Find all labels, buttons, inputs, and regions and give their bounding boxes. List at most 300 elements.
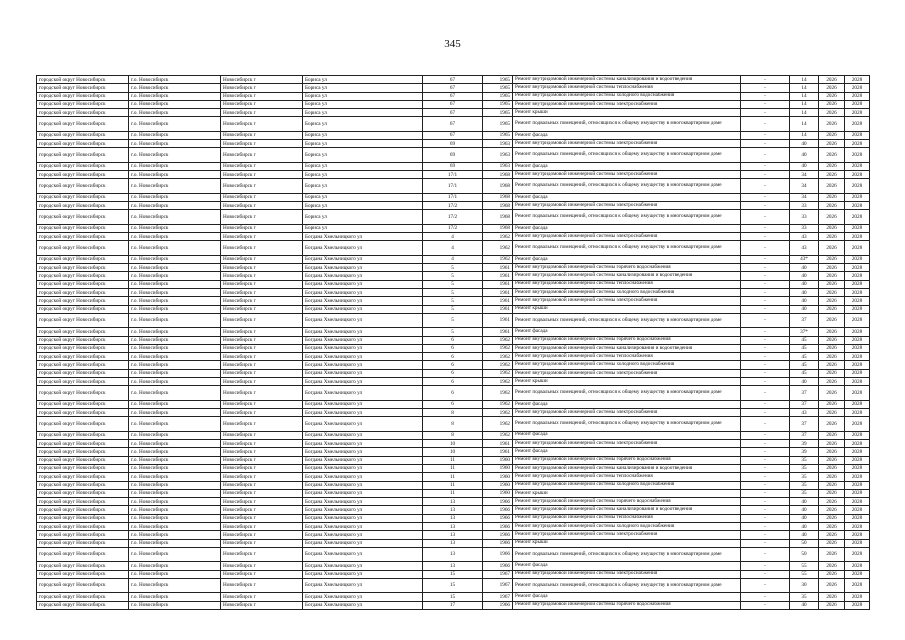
district-cell: г.о. Новосибирск — [129, 84, 221, 92]
district-cell: г.о. Новосибирск — [129, 409, 221, 417]
street-cell: Богдана Хмельницкого ул — [303, 448, 423, 456]
dash-cell: - — [741, 280, 790, 288]
value-cell: 35 — [790, 473, 819, 481]
house-number-cell: 6 — [423, 369, 483, 377]
work-type-cell: Ремонт крыши — [513, 109, 741, 117]
work-type-cell: Ремонт внутридомовой инженерной системы электроснабжения — [513, 233, 741, 241]
district-cell: г.о. Новосибирск — [129, 328, 221, 336]
year-start-cell: 2026 — [819, 369, 845, 377]
municipality-cell: городской округ Новосибирск — [37, 547, 129, 561]
house-number-cell: 11 — [423, 456, 483, 464]
dash-cell: - — [741, 171, 790, 179]
street-cell: Богдана Хмельницкого ул — [303, 328, 423, 336]
dash-cell: - — [741, 570, 790, 578]
work-type-cell: Ремонт подвальных помещений, относящихся к общему имуществу в многоквартирном доме — [513, 179, 741, 193]
value-cell: 45 — [790, 344, 819, 352]
year-end-cell: 2028 — [845, 224, 870, 232]
city-cell: Новосибирск г — [221, 547, 303, 561]
table-row — [37, 369, 870, 377]
work-type-cell: Ремонт внутридомовой инженерной системы электроснабжения — [513, 409, 741, 417]
table-row — [37, 233, 870, 241]
work-type-cell: Ремонт фасада — [513, 162, 741, 170]
dash-cell: - — [741, 344, 790, 352]
work-type-cell: Ремонт внутридомовой инженерной системы электроснабжения — [513, 369, 741, 377]
build-year-cell: 1965 — [483, 92, 513, 100]
street-cell: Бориса ул — [303, 171, 423, 179]
year-end-cell: 2028 — [845, 272, 870, 280]
dash-cell: - — [741, 440, 790, 448]
house-number-cell: 67 — [423, 109, 483, 117]
year-end-cell: 2028 — [845, 255, 870, 263]
district-cell: г.о. Новосибирск — [129, 431, 221, 439]
district-cell: г.о. Новосибирск — [129, 131, 221, 139]
table-row — [37, 378, 870, 386]
year-start-cell: 2026 — [819, 570, 845, 578]
house-number-cell: 17/1 — [423, 193, 483, 201]
build-year-cell: 1960 — [483, 489, 513, 497]
municipality-cell: городской округ Новосибирск — [37, 328, 129, 336]
dash-cell: - — [741, 456, 790, 464]
value-cell: 37 — [790, 386, 819, 400]
municipality-cell: городской округ Новосибирск — [37, 417, 129, 431]
street-cell: Бориса ул — [303, 92, 423, 100]
table-row — [37, 464, 870, 472]
value-cell: 14 — [790, 100, 819, 108]
work-type-cell: Ремонт фасада — [513, 431, 741, 439]
table-row — [37, 193, 870, 201]
municipality-cell: городской округ Новосибирск — [37, 409, 129, 417]
district-cell: г.о. Новосибирск — [129, 417, 221, 431]
value-cell: 33 — [790, 202, 819, 210]
dash-cell: - — [741, 409, 790, 417]
city-cell: Новосибирск г — [221, 440, 303, 448]
work-type-cell: Ремонт крыши — [513, 539, 741, 547]
table-row — [37, 280, 870, 288]
dash-cell: - — [741, 117, 790, 131]
street-cell: Богдана Хмельницкого ул — [303, 601, 423, 609]
street-cell: Богдана Хмельницкого ул — [303, 369, 423, 377]
work-type-cell: Ремонт подвальных помещений, относящихся к общему имуществу в многоквартирном доме — [513, 417, 741, 431]
table-row — [37, 272, 870, 280]
table-row — [37, 539, 870, 547]
house-number-cell: 11 — [423, 473, 483, 481]
street-cell: Богдана Хмельницкого ул — [303, 289, 423, 297]
city-cell: Новосибирск г — [221, 179, 303, 193]
work-type-cell: Ремонт внутридомовой инженерной системы электроснабжения — [513, 531, 741, 539]
house-number-cell: 69 — [423, 162, 483, 170]
city-cell: Новосибирск г — [221, 498, 303, 506]
district-cell: г.о. Новосибирск — [129, 440, 221, 448]
city-cell: Новосибирск г — [221, 570, 303, 578]
house-number-cell: 13 — [423, 506, 483, 514]
municipality-cell: городской округ Новосибирск — [37, 456, 129, 464]
table-row — [37, 601, 870, 609]
value-cell: 37 — [790, 431, 819, 439]
municipality-cell: городской округ Новосибирск — [37, 202, 129, 210]
municipality-cell: городской округ Новосибирск — [37, 514, 129, 522]
municipality-cell: городской округ Новосибирск — [37, 336, 129, 344]
year-end-cell: 2028 — [845, 179, 870, 193]
year-end-cell: 2028 — [845, 386, 870, 400]
year-start-cell: 2026 — [819, 431, 845, 439]
district-cell: г.о. Новосибирск — [129, 171, 221, 179]
build-year-cell: 1967 — [483, 578, 513, 592]
dash-cell: - — [741, 448, 790, 456]
city-cell: Новосибирск г — [221, 578, 303, 592]
house-number-cell: 17/2 — [423, 210, 483, 224]
table-row — [37, 361, 870, 369]
year-end-cell: 2028 — [845, 210, 870, 224]
house-number-cell: 8 — [423, 417, 483, 431]
city-cell: Новосибирск г — [221, 353, 303, 361]
municipality-cell: городской округ Новосибирск — [37, 378, 129, 386]
table-row — [37, 140, 870, 148]
dash-cell: - — [741, 179, 790, 193]
city-cell: Новосибирск г — [221, 210, 303, 224]
value-cell: 33 — [790, 210, 819, 224]
table-row — [37, 344, 870, 352]
table-row — [37, 547, 870, 561]
build-year-cell: 1961 — [483, 264, 513, 272]
dash-cell: - — [741, 272, 790, 280]
house-number-cell: 13 — [423, 523, 483, 531]
year-start-cell: 2026 — [819, 514, 845, 522]
year-end-cell: 2028 — [845, 280, 870, 288]
value-cell: 14 — [790, 117, 819, 131]
district-cell: г.о. Новосибирск — [129, 506, 221, 514]
house-number-cell: 6 — [423, 378, 483, 386]
build-year-cell: 1967 — [483, 570, 513, 578]
dash-cell: - — [741, 210, 790, 224]
build-year-cell: 1966 — [483, 562, 513, 570]
city-cell: Новосибирск г — [221, 539, 303, 547]
value-cell: 45 — [790, 353, 819, 361]
year-end-cell: 2028 — [845, 539, 870, 547]
build-year-cell: 1968 — [483, 193, 513, 201]
municipality-cell: городской округ Новосибирск — [37, 361, 129, 369]
district-cell: г.о. Новосибирск — [129, 400, 221, 408]
table-row — [37, 417, 870, 431]
city-cell: Новосибирск г — [221, 305, 303, 313]
street-cell: Богдана Хмельницкого ул — [303, 264, 423, 272]
year-end-cell: 2028 — [845, 523, 870, 531]
house-number-cell: 13 — [423, 531, 483, 539]
work-type-cell: Ремонт подвальных помещений, относящихся к общему имуществу в многоквартирном доме — [513, 117, 741, 131]
municipality-cell: городской округ Новосибирск — [37, 272, 129, 280]
build-year-cell: 1960 — [483, 464, 513, 472]
street-cell: Богдана Хмельницкого ул — [303, 241, 423, 255]
city-cell: Новосибирск г — [221, 464, 303, 472]
year-start-cell: 2026 — [819, 523, 845, 531]
table-row — [37, 241, 870, 255]
city-cell: Новосибирск г — [221, 148, 303, 162]
dash-cell: - — [741, 562, 790, 570]
year-end-cell: 2028 — [845, 117, 870, 131]
dash-cell: - — [741, 464, 790, 472]
table-row — [37, 109, 870, 117]
city-cell: Новосибирск г — [221, 601, 303, 609]
build-year-cell: 1962 — [483, 409, 513, 417]
value-cell: 14 — [790, 76, 819, 84]
city-cell: Новосибирск г — [221, 431, 303, 439]
value-cell: 40 — [790, 289, 819, 297]
city-cell: Новосибирск г — [221, 264, 303, 272]
work-type-cell: Ремонт подвальных помещений, относящихся к общему имуществу в многоквартирном доме — [513, 578, 741, 592]
year-start-cell: 2026 — [819, 148, 845, 162]
street-cell: Богдана Хмельницкого ул — [303, 305, 423, 313]
build-year-cell: 1962 — [483, 361, 513, 369]
value-cell: 43 — [790, 241, 819, 255]
table-row — [37, 202, 870, 210]
city-cell: Новосибирск г — [221, 109, 303, 117]
street-cell: Бориса ул — [303, 210, 423, 224]
value-cell: 34 — [790, 171, 819, 179]
city-cell: Новосибирск г — [221, 593, 303, 601]
build-year-cell: 1960 — [483, 473, 513, 481]
district-cell: г.о. Новосибирск — [129, 523, 221, 531]
build-year-cell: 1966 — [483, 601, 513, 609]
municipality-cell: городской округ Новосибирск — [37, 481, 129, 489]
municipality-cell: городской округ Новосибирск — [37, 131, 129, 139]
value-cell: 35 — [790, 489, 819, 497]
dash-cell: - — [741, 353, 790, 361]
house-number-cell: 13 — [423, 547, 483, 561]
district-cell: г.о. Новосибирск — [129, 489, 221, 497]
work-type-cell: Ремонт подвальных помещений, относящихся к общему имуществу в многоквартирном доме — [513, 386, 741, 400]
city-cell: Новосибирск г — [221, 378, 303, 386]
district-cell: г.о. Новосибирск — [129, 241, 221, 255]
year-end-cell: 2028 — [845, 162, 870, 170]
dash-cell: - — [741, 76, 790, 84]
year-end-cell: 2028 — [845, 578, 870, 592]
year-end-cell: 2028 — [845, 440, 870, 448]
work-type-cell: Ремонт внутридомовой инженерной системы теплоснабжения — [513, 473, 741, 481]
table-row — [37, 498, 870, 506]
year-end-cell: 2028 — [845, 148, 870, 162]
street-cell: Богдана Хмельницкого ул — [303, 489, 423, 497]
table-row — [37, 328, 870, 336]
dash-cell: - — [741, 336, 790, 344]
table-row — [37, 117, 870, 131]
build-year-cell: 1966 — [483, 514, 513, 522]
value-cell: 50 — [790, 547, 819, 561]
municipality-cell: городской округ Новосибирск — [37, 280, 129, 288]
year-start-cell: 2026 — [819, 297, 845, 305]
street-cell: Богдана Хмельницкого ул — [303, 353, 423, 361]
year-end-cell: 2028 — [845, 506, 870, 514]
house-number-cell: 67 — [423, 76, 483, 84]
value-cell: 30 — [790, 578, 819, 592]
year-end-cell: 2028 — [845, 570, 870, 578]
municipality-cell: городской округ Новосибирск — [37, 100, 129, 108]
table-row — [37, 131, 870, 139]
year-start-cell: 2026 — [819, 100, 845, 108]
year-end-cell: 2028 — [845, 140, 870, 148]
build-year-cell: 1961 — [483, 289, 513, 297]
build-year-cell: 1960 — [483, 481, 513, 489]
city-cell: Новосибирск г — [221, 523, 303, 531]
table-row — [37, 386, 870, 400]
house-number-cell: 13 — [423, 539, 483, 547]
year-start-cell: 2026 — [819, 140, 845, 148]
municipality-cell: городской округ Новосибирск — [37, 162, 129, 170]
build-year-cell: 1966 — [483, 506, 513, 514]
district-cell: г.о. Новосибирск — [129, 233, 221, 241]
work-type-cell: Ремонт фасада — [513, 255, 741, 263]
municipality-cell: городской округ Новосибирск — [37, 578, 129, 592]
municipality-cell: городской округ Новосибирск — [37, 241, 129, 255]
year-start-cell: 2026 — [819, 117, 845, 131]
dash-cell: - — [741, 578, 790, 592]
dash-cell: - — [741, 289, 790, 297]
house-number-cell: 67 — [423, 92, 483, 100]
table-row — [37, 531, 870, 539]
street-cell: Бориса ул — [303, 117, 423, 131]
year-end-cell: 2028 — [845, 241, 870, 255]
street-cell: Бориса ул — [303, 131, 423, 139]
city-cell: Новосибирск г — [221, 224, 303, 232]
work-type-cell: Ремонт фасада — [513, 400, 741, 408]
year-end-cell: 2028 — [845, 361, 870, 369]
dash-cell: - — [741, 84, 790, 92]
street-cell: Бориса ул — [303, 224, 423, 232]
year-start-cell: 2026 — [819, 233, 845, 241]
dash-cell: - — [741, 431, 790, 439]
street-cell: Богдана Хмельницкого ул — [303, 378, 423, 386]
district-cell: г.о. Новосибирск — [129, 514, 221, 522]
value-cell: 35 — [790, 464, 819, 472]
build-year-cell: 1961 — [483, 313, 513, 327]
work-type-cell: Ремонт фасада — [513, 593, 741, 601]
build-year-cell: 1961 — [483, 448, 513, 456]
dash-cell: - — [741, 506, 790, 514]
build-year-cell: 1965 — [483, 109, 513, 117]
value-cell: 40 — [790, 272, 819, 280]
year-end-cell: 2028 — [845, 289, 870, 297]
house-number-cell: 67 — [423, 100, 483, 108]
value-cell: 40 — [790, 162, 819, 170]
district-cell: г.о. Новосибирск — [129, 297, 221, 305]
table-row — [37, 313, 870, 327]
work-type-cell: Ремонт внутридомовой инженерной системы горячего водоснабжения — [513, 264, 741, 272]
house-number-cell: 5 — [423, 289, 483, 297]
district-cell: г.о. Новосибирск — [129, 361, 221, 369]
year-start-cell: 2026 — [819, 361, 845, 369]
municipality-cell: городской округ Новосибирск — [37, 92, 129, 100]
city-cell: Новосибирск г — [221, 202, 303, 210]
municipality-cell: городской округ Новосибирск — [37, 264, 129, 272]
district-cell: г.о. Новосибирск — [129, 224, 221, 232]
street-cell: Богдана Хмельницкого ул — [303, 473, 423, 481]
year-end-cell: 2028 — [845, 400, 870, 408]
year-start-cell: 2026 — [819, 448, 845, 456]
year-end-cell: 2028 — [845, 92, 870, 100]
city-cell: Новосибирск г — [221, 336, 303, 344]
value-cell: 34 — [790, 179, 819, 193]
year-start-cell: 2026 — [819, 272, 845, 280]
work-type-cell: Ремонт подвальных помещений, относящихся к общему имуществу в многоквартирном доме — [513, 210, 741, 224]
value-cell: 35 — [790, 481, 819, 489]
municipality-cell: городской округ Новосибирск — [37, 305, 129, 313]
street-cell: Бориса ул — [303, 202, 423, 210]
street-cell: Бориса ул — [303, 179, 423, 193]
year-start-cell: 2026 — [819, 255, 845, 263]
year-start-cell: 2026 — [819, 162, 845, 170]
city-cell: Новосибирск г — [221, 272, 303, 280]
table-row — [37, 473, 870, 481]
build-year-cell: 1968 — [483, 210, 513, 224]
city-cell: Новосибирск г — [221, 417, 303, 431]
year-end-cell: 2028 — [845, 378, 870, 386]
house-number-cell: 6 — [423, 336, 483, 344]
city-cell: Новосибирск г — [221, 117, 303, 131]
dash-cell: - — [741, 305, 790, 313]
value-cell: 40 — [790, 601, 819, 609]
street-cell: Бориса ул — [303, 148, 423, 162]
dash-cell: - — [741, 297, 790, 305]
year-end-cell: 2028 — [845, 353, 870, 361]
street-cell: Богдана Хмельницкого ул — [303, 431, 423, 439]
year-start-cell: 2026 — [819, 440, 845, 448]
year-end-cell: 2028 — [845, 131, 870, 139]
value-cell: 40 — [790, 148, 819, 162]
street-cell: Богдана Хмельницкого ул — [303, 593, 423, 601]
table-row — [37, 523, 870, 531]
build-year-cell: 1962 — [483, 378, 513, 386]
build-year-cell: 1965 — [483, 100, 513, 108]
house-number-cell: 11 — [423, 481, 483, 489]
value-cell: 40 — [790, 140, 819, 148]
table-row — [37, 148, 870, 162]
build-year-cell: 1962 — [483, 336, 513, 344]
house-number-cell: 6 — [423, 361, 483, 369]
build-year-cell: 1962 — [483, 369, 513, 377]
build-year-cell: 1962 — [483, 431, 513, 439]
table-row — [37, 440, 870, 448]
year-end-cell: 2028 — [845, 313, 870, 327]
municipality-cell: городской округ Новосибирск — [37, 76, 129, 84]
street-cell: Бориса ул — [303, 162, 423, 170]
street-cell: Богдана Хмельницкого ул — [303, 440, 423, 448]
city-cell: Новосибирск г — [221, 140, 303, 148]
house-number-cell: 10 — [423, 448, 483, 456]
street-cell: Бориса ул — [303, 84, 423, 92]
value-cell: 14 — [790, 131, 819, 139]
city-cell: Новосибирск г — [221, 171, 303, 179]
municipality-cell: городской округ Новосибирск — [37, 440, 129, 448]
year-end-cell: 2028 — [845, 202, 870, 210]
build-year-cell: 1968 — [483, 171, 513, 179]
value-cell: 40 — [790, 498, 819, 506]
work-type-cell: Ремонт внутридомовой инженерной системы электроснабжения — [513, 202, 741, 210]
house-number-cell: 8 — [423, 431, 483, 439]
work-type-cell: Ремонт внутридомовой инженерной системы холодного водоснабжения — [513, 361, 741, 369]
build-year-cell: 1966 — [483, 539, 513, 547]
year-start-cell: 2026 — [819, 378, 845, 386]
value-cell: 35 — [790, 593, 819, 601]
year-start-cell: 2026 — [819, 417, 845, 431]
dash-cell: - — [741, 148, 790, 162]
year-start-cell: 2026 — [819, 289, 845, 297]
district-cell: г.о. Новосибирск — [129, 272, 221, 280]
dash-cell: - — [741, 539, 790, 547]
year-end-cell: 2028 — [845, 344, 870, 352]
city-cell: Новосибирск г — [221, 162, 303, 170]
year-start-cell: 2026 — [819, 179, 845, 193]
year-start-cell: 2026 — [819, 506, 845, 514]
work-type-cell: Ремонт фасада — [513, 131, 741, 139]
year-end-cell: 2028 — [845, 514, 870, 522]
